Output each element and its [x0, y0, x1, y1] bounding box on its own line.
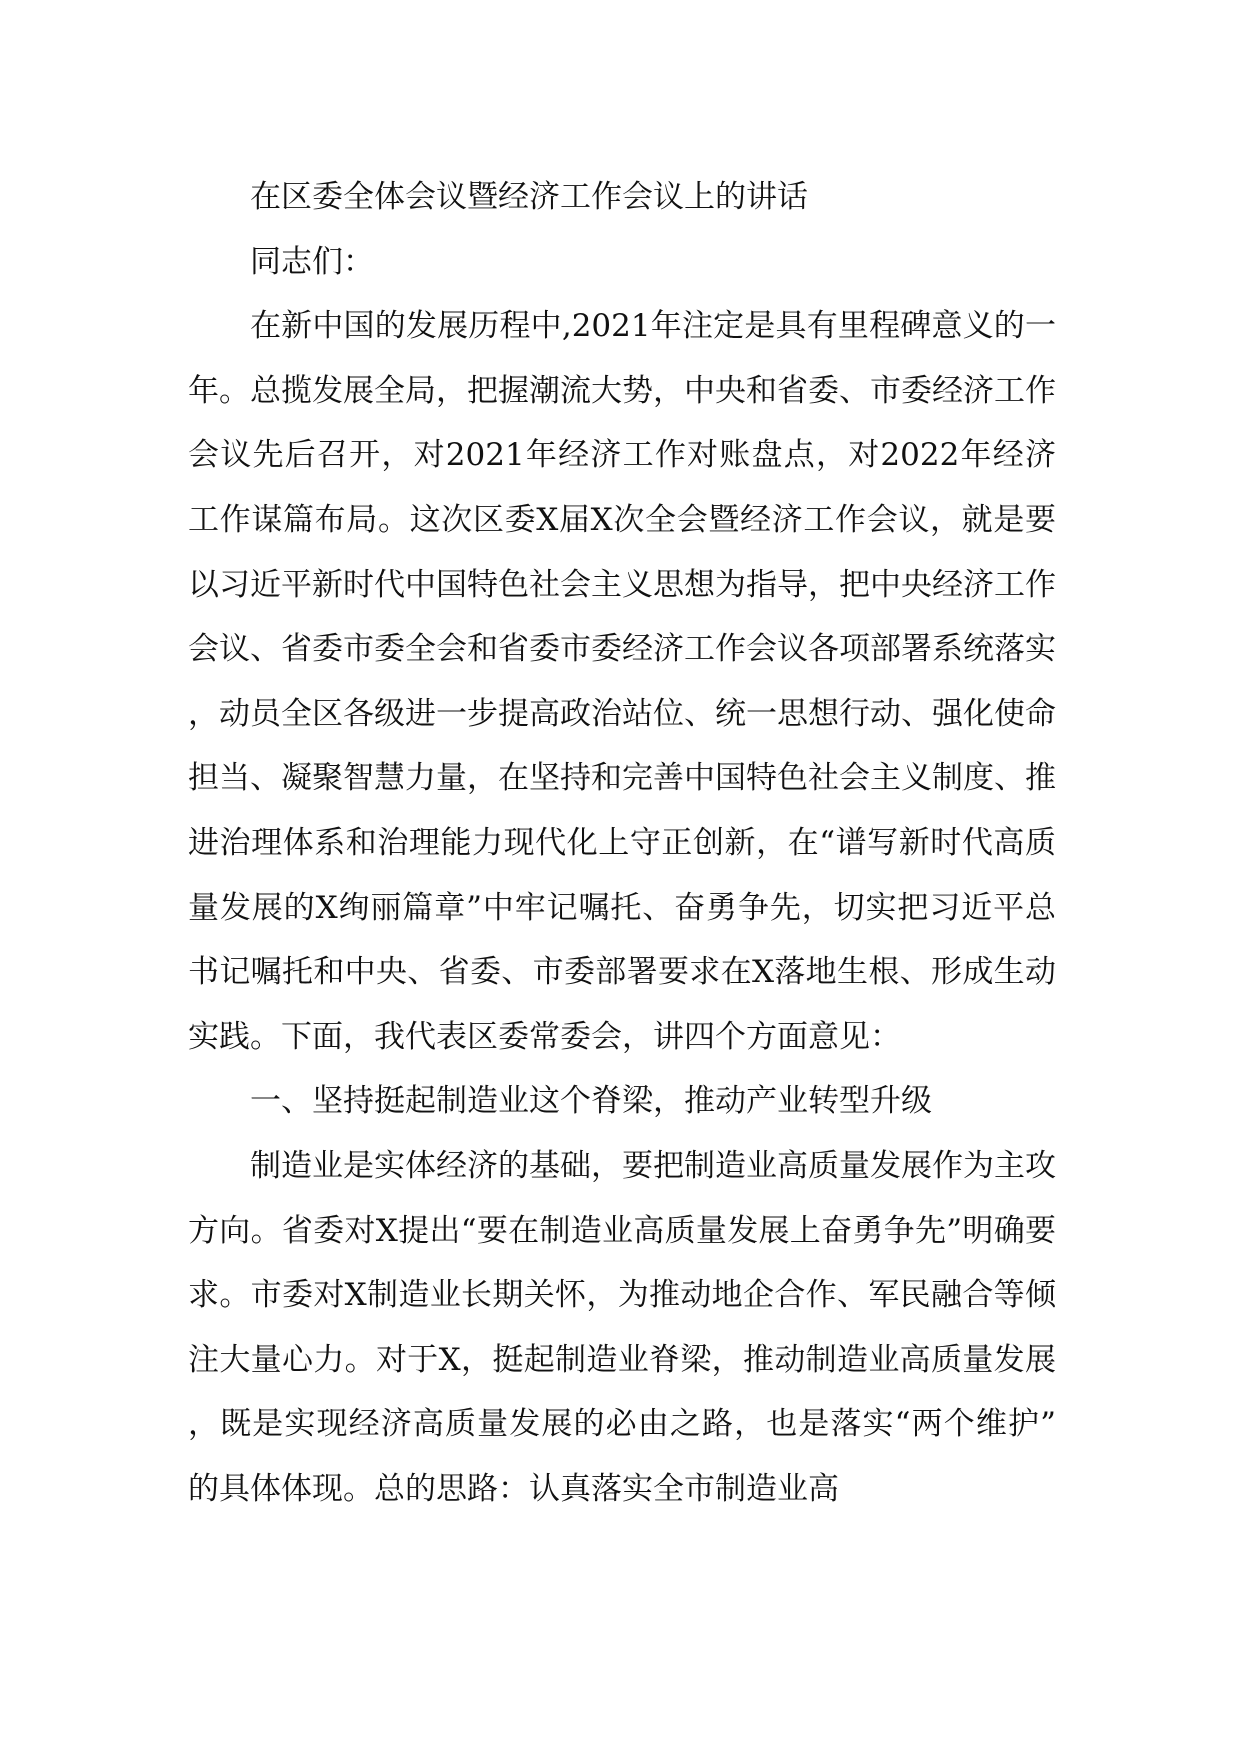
section-paragraph: 制造业是实体经济的基础，要把制造业高质量发展作为主攻方向。省委对X提出“要在制造业高质量发展上奋勇争先”明确要求。市委对X制造业长期关怀，为推动地企合作、军民融合等倾注大量心力。对于X，挺起制造业脊梁，推动制造业高质量发展，既是实现经济高质量发展的必由之路，也是落实“两个维护”的具体体现。总的思路：认真落实全市制造业高: [188, 1147, 1056, 1507]
intro-paragraph: 在新中国的发展历程中,2021年注定是具有里程碑意义的一年。总揽发展全局，把握潮流大势，中央和省委、市委经济工作会议先后召开，对2021年经济工作对账盘点，对2022年经济工作谋篇布局。这次区委X届X次全会暨经济工作会议，就是要以习近平新时代中国特色社会主义思想为指导，把中央经济工作会议、省委市委全会和省委市委经济工作会议各项部署系统落实，动员全区各级进一步提高政治站位、统一思想行动、强化使命担当、凝聚智慧力量，在坚持和完善中国特色社会主义制度、推进治理体系和治理能力现代化上守正创新，在“谱写新时代高质量发展的X绚丽篇章”中牢记嘱托、奋勇争先，切实把习近平总书记嘱托和中央、省委、市委部署要求在X落地生根、形成生动实践。下面，我代表区委常委会，讲四个方面意见：: [188, 308, 1056, 1055]
section-heading: 一、坚持挺起制造业这个脊梁，推动产业转型升级: [250, 1083, 932, 1120]
document-title: 在区委全体会议暨经济工作会议上的讲话: [250, 179, 808, 215]
document-body: [188, 165, 1056, 1521]
salutation: 同志们：: [250, 243, 374, 280]
